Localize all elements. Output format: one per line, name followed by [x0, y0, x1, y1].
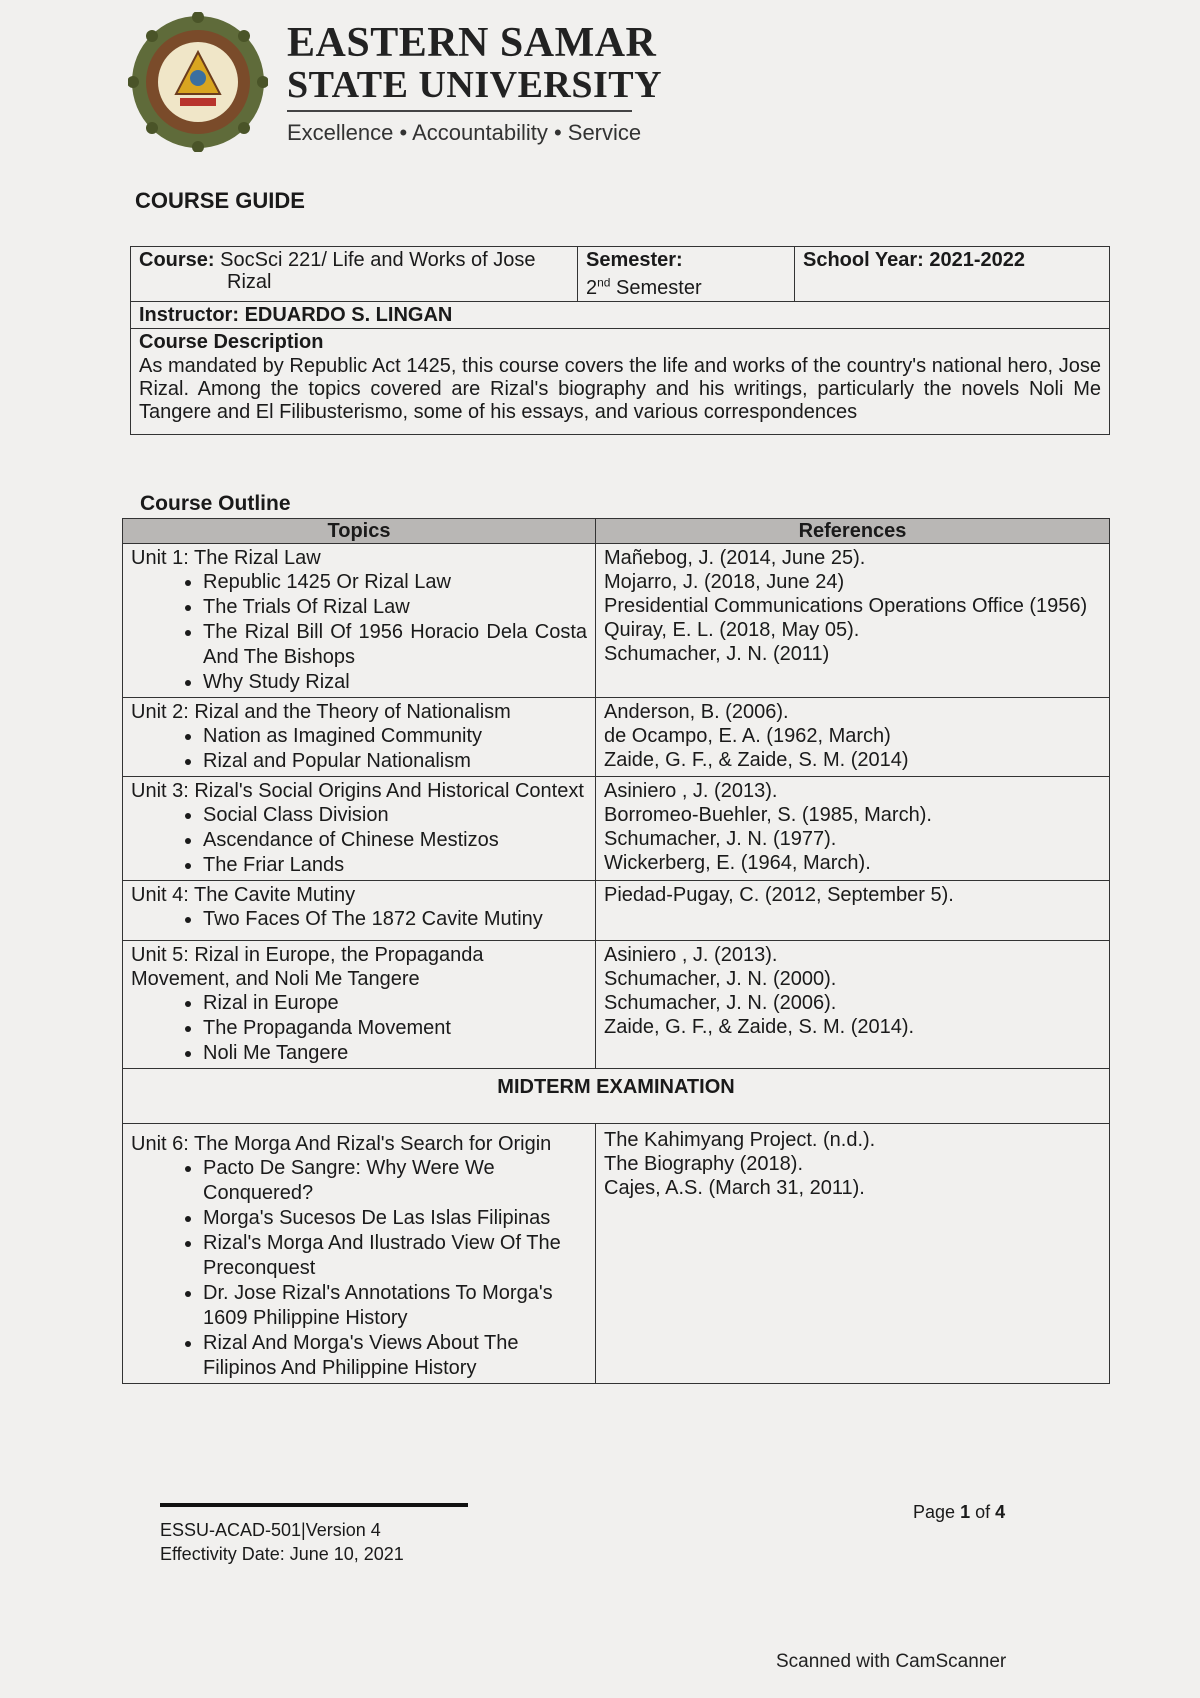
description-heading: Course Description	[139, 330, 324, 353]
description-text: As mandated by Republic Act 1425, this course covers the life and works of the country's national hero, Jose Rizal. Among the topics covered are Rizal's biography and his writings, particularly the novels Noli Me Tangere and El Filibusterismo, some of his essays, and various correspondences	[139, 354, 1101, 423]
university-brand	[287, 22, 662, 146]
reference-item: Asiniero , J. (2013).	[604, 780, 778, 802]
topic-item: • Rizal and Popular Nationalism	[203, 749, 587, 774]
reference-item: The Biography (2018).	[604, 1153, 804, 1175]
reference-item: de Ocampo, E. A. (1962, March)	[604, 725, 891, 747]
unit-topics-cell	[123, 1124, 596, 1384]
instructor-label: Instructor:	[139, 303, 239, 326]
school-year-label: School Year:	[803, 249, 924, 271]
reference-item: Cajes, A.S. (March 31, 2011).	[604, 1177, 865, 1199]
page-prefix: Page	[913, 1502, 956, 1522]
topic-item: • Dr. Jose Rizal's Annotations To Morga's 1609 Philippine History	[203, 1281, 587, 1331]
university-name-line2: STATE UNIVERSITY	[287, 64, 663, 106]
topic-item: • Pacto De Sangre: Why Were We Conquered?	[203, 1156, 587, 1206]
unit-title: Unit 2: Rizal and the Theory of Nationalism	[131, 701, 511, 723]
unit-topics-cell	[123, 544, 596, 698]
topic-list	[131, 1156, 587, 1381]
topics-header: Topics	[123, 519, 596, 544]
school-year-cell	[795, 247, 1110, 302]
instructor-value: EDUARDO S. LINGAN	[244, 303, 453, 326]
reference-item: Schumacher, J. N. (2011)	[604, 643, 830, 665]
description-cell	[131, 328, 1110, 434]
unit-row	[123, 698, 1110, 777]
reference-item: Schumacher, J. N. (1977).	[604, 828, 837, 850]
unit-row	[123, 544, 1110, 698]
unit-references-cell	[596, 941, 1110, 1069]
page-of: of	[975, 1502, 991, 1522]
instructor-cell	[131, 301, 1110, 328]
unit-row	[123, 881, 1110, 941]
scanner-watermark: Scanned with CamScanner	[776, 1651, 1007, 1672]
course-value-cont: Rizal	[227, 271, 272, 293]
unit-topics-cell	[123, 777, 596, 881]
reference-item: Schumacher, J. N. (2000).	[604, 968, 837, 990]
semester-label: Semester:	[586, 249, 683, 271]
midterm-row	[123, 1069, 1110, 1124]
reference-item: Presidential Communications Operations Office (1956)	[604, 595, 1088, 617]
unit-topics-cell	[123, 698, 596, 777]
semester-cell	[578, 247, 795, 302]
university-name-line1: EASTERN SAMAR	[287, 20, 657, 66]
document-version: ESSU-ACAD-501|Version 4	[160, 1520, 381, 1540]
references-header: References	[596, 519, 1110, 544]
topic-item: • The Rizal Bill Of 1956 Horacio Dela Costa And The Bishops	[203, 620, 587, 670]
reference-item: The Kahimyang Project. (n.d.).	[604, 1129, 876, 1151]
topic-list	[131, 803, 587, 878]
topic-item: • Republic 1425 Or Rizal Law	[203, 570, 587, 595]
unit-references-cell	[596, 698, 1110, 777]
unit-references-cell	[596, 1124, 1110, 1384]
topic-list	[131, 724, 587, 774]
unit-row	[123, 1124, 1110, 1384]
topic-item: • The Friar Lands	[203, 853, 587, 878]
unit-topics-cell	[123, 941, 596, 1069]
unit-references-cell	[596, 544, 1110, 698]
course-outline-title: Course Outline	[140, 492, 291, 515]
unit-row	[123, 777, 1110, 881]
page-number	[913, 1502, 1005, 1523]
course-cell	[131, 247, 578, 302]
topic-list	[131, 907, 587, 932]
course-info-table	[130, 246, 1110, 435]
unit-references-cell	[596, 881, 1110, 941]
unit-references-cell	[596, 777, 1110, 881]
unit-title: Unit 6: The Morga And Rizal's Search for Origin	[131, 1133, 552, 1155]
unit-row	[123, 941, 1110, 1069]
midterm-label: MIDTERM EXAMINATION	[123, 1069, 1110, 1124]
topic-item: • Nation as Imagined Community	[203, 724, 587, 749]
reference-item: Mojarro, J. (2018, June 24)	[604, 571, 845, 593]
course-outline-table	[122, 518, 1110, 1384]
topic-item: • Rizal And Morga's Views About The Filipinos And Philippine History	[203, 1331, 587, 1381]
footer-divider	[160, 1503, 468, 1507]
reference-item: Zaide, G. F., & Zaide, S. M. (2014)	[604, 749, 909, 771]
brand-divider	[287, 110, 632, 112]
reference-item: Quiray, E. L. (2018, May 05).	[604, 619, 860, 641]
university-seal-icon	[128, 12, 268, 152]
reference-item: Piedad-Pugay, C. (2012, September 5).	[604, 884, 954, 906]
unit-title: Unit 4: The Cavite Mutiny	[131, 884, 356, 906]
semester-value: 2nd Semester	[586, 275, 702, 299]
topic-item: • Ascendance of Chinese Mestizos	[203, 828, 587, 853]
topic-item: • Rizal in Europe	[203, 991, 587, 1016]
reference-item: Schumacher, J. N. (2006).	[604, 992, 837, 1014]
reference-item: Zaide, G. F., & Zaide, S. M. (2014).	[604, 1016, 915, 1038]
topic-list	[131, 570, 587, 695]
university-tagline: Excellence • Accountability • Service	[287, 120, 642, 145]
reference-item: Wickerberg, E. (1964, March).	[604, 852, 871, 874]
topic-item: • Why Study Rizal	[203, 670, 587, 695]
unit-title: Unit 5: Rizal in Europe, the Propaganda Movement, and Noli Me Tangere	[131, 944, 484, 990]
topic-item: • The Propaganda Movement	[203, 1016, 587, 1041]
school-year-value: 2021-2022	[929, 249, 1026, 271]
unit-topics-cell	[123, 881, 596, 941]
unit-title: Unit 1: The Rizal Law	[131, 547, 321, 569]
reference-item: Mañebog, J. (2014, June 25).	[604, 547, 866, 569]
topic-list	[131, 991, 587, 1066]
document-title: COURSE GUIDE	[135, 188, 305, 213]
unit-title: Unit 3: Rizal's Social Origins And Historical Context	[131, 780, 584, 802]
course-value: SocSci 221/ Life and Works of Jose	[220, 249, 536, 271]
reference-item: Anderson, B. (2006).	[604, 701, 789, 723]
topic-item: • Social Class Division	[203, 803, 587, 828]
page-total: 4	[995, 1502, 1006, 1522]
topic-item: • Two Faces Of The 1872 Cavite Mutiny	[203, 907, 587, 932]
topic-item: • Morga's Sucesos De Las Islas Filipinas	[203, 1206, 587, 1231]
reference-item: Borromeo-Buehler, S. (1985, March).	[604, 804, 932, 826]
reference-item: Asiniero , J. (2013).	[604, 944, 778, 966]
course-label: Course:	[139, 249, 215, 271]
page-current: 1	[960, 1502, 971, 1522]
footer-document-code	[160, 1518, 404, 1566]
effectivity-date: Effectivity Date: June 10, 2021	[160, 1544, 404, 1564]
topic-item: • Rizal's Morga And Ilustrado View Of The Preconquest	[203, 1231, 587, 1281]
topic-item: • The Trials Of Rizal Law	[203, 595, 587, 620]
topic-item: • Noli Me Tangere	[203, 1041, 587, 1066]
